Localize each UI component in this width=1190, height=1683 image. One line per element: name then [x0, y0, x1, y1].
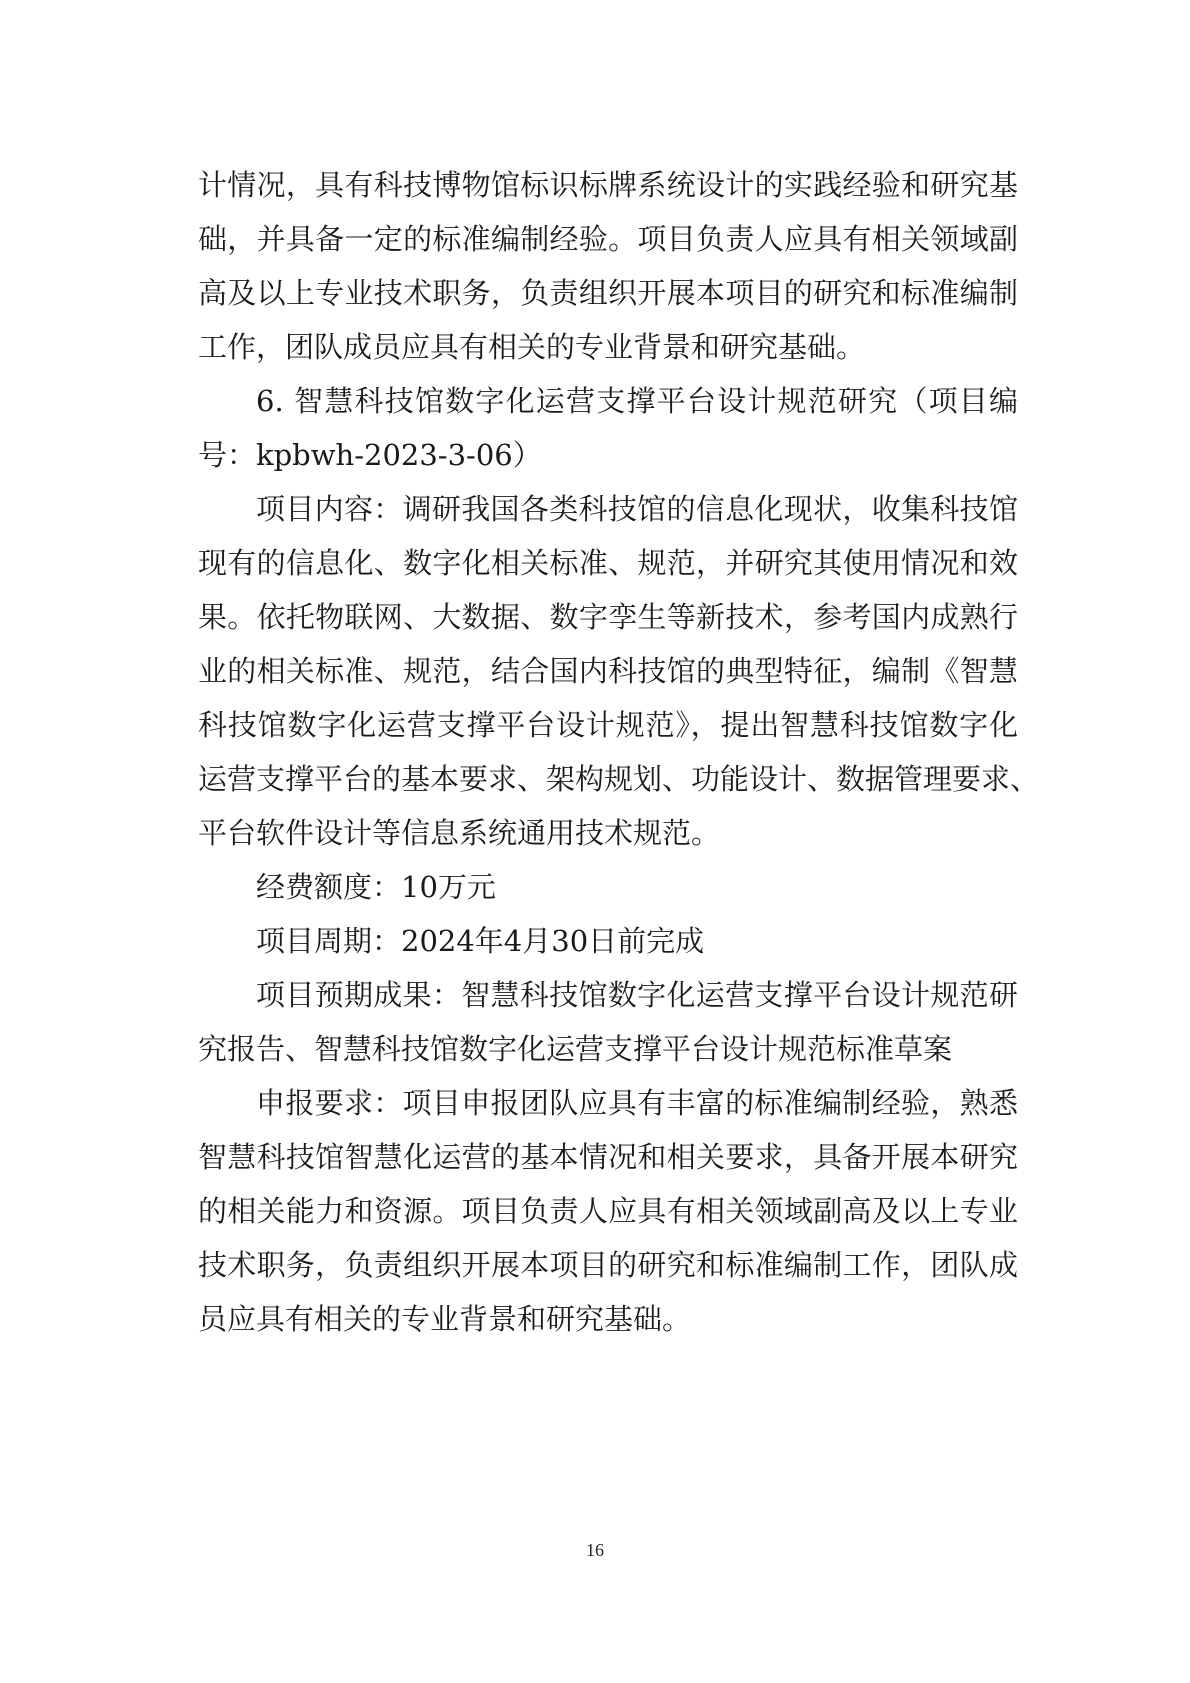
text-line: 运营支撑平台的基本要求、架构规划、功能设计、数据管理要求、 [198, 762, 1040, 796]
text-line: 工作，团队成员应具有相关的专业背景和研究基础。 [198, 330, 866, 364]
text-line: 平台软件设计等信息系统通用技术规范。 [198, 816, 721, 850]
body-text [198, 158, 1040, 1346]
page-number: 16 [586, 1540, 604, 1560]
text-line: 智慧科技馆智慧化运营的基本情况和相关要求，具备开展本研究 [198, 1140, 1018, 1174]
text-line: 究报告、智慧科技馆数字化运营支撑平台设计规范标准草案 [198, 1032, 953, 1066]
text-line: 科技馆数字化运营支撑平台设计规范》，提出智慧科技馆数字化 [198, 708, 1018, 742]
text-line: 果。依托物联网、大数据、数字孪生等新技术，参考国内成熟行 [198, 600, 1018, 634]
text-line: 项目内容：调研我国各类科技馆的信息化现状，收集科技馆 [256, 492, 1018, 526]
text-line: 经费额度：10万元 [256, 870, 496, 904]
text-line: 业的相关标准、规范，结合国内科技馆的典型特征，编制《智慧 [198, 654, 1018, 688]
text-line: 计情况，具有科技博物馆标识标牌系统设计的实践经验和研究基 [198, 168, 1018, 202]
text-line: 础，并具备一定的标准编制经验。项目负责人应具有相关领域副 [198, 222, 1018, 256]
text-line: 申报要求：项目申报团队应具有丰富的标准编制经验，熟悉 [256, 1086, 1018, 1120]
text-line: 员应具有相关的专业背景和研究基础。 [198, 1302, 692, 1336]
text-line: 6. 智慧科技馆数字化运营支撑平台设计规范研究（项目编 [256, 384, 1018, 418]
text-line: 的相关能力和资源。项目负责人应具有相关领域副高及以上专业 [198, 1194, 1018, 1228]
text-line: 项目预期成果：智慧科技馆数字化运营支撑平台设计规范研 [256, 978, 1018, 1012]
text-line: 现有的信息化、数字化相关标准、规范，并研究其使用情况和效 [198, 546, 1018, 580]
text-line: 项目周期：2024年4月30日前完成 [256, 924, 705, 958]
text-line: 技术职务，负责组织开展本项目的研究和标准编制工作，团队成 [198, 1248, 1018, 1282]
text-line: 高及以上专业技术职务，负责组织开展本项目的研究和标准编制 [198, 276, 1018, 310]
text-line: 号：kpbwh-2023-3-06） [198, 438, 542, 472]
